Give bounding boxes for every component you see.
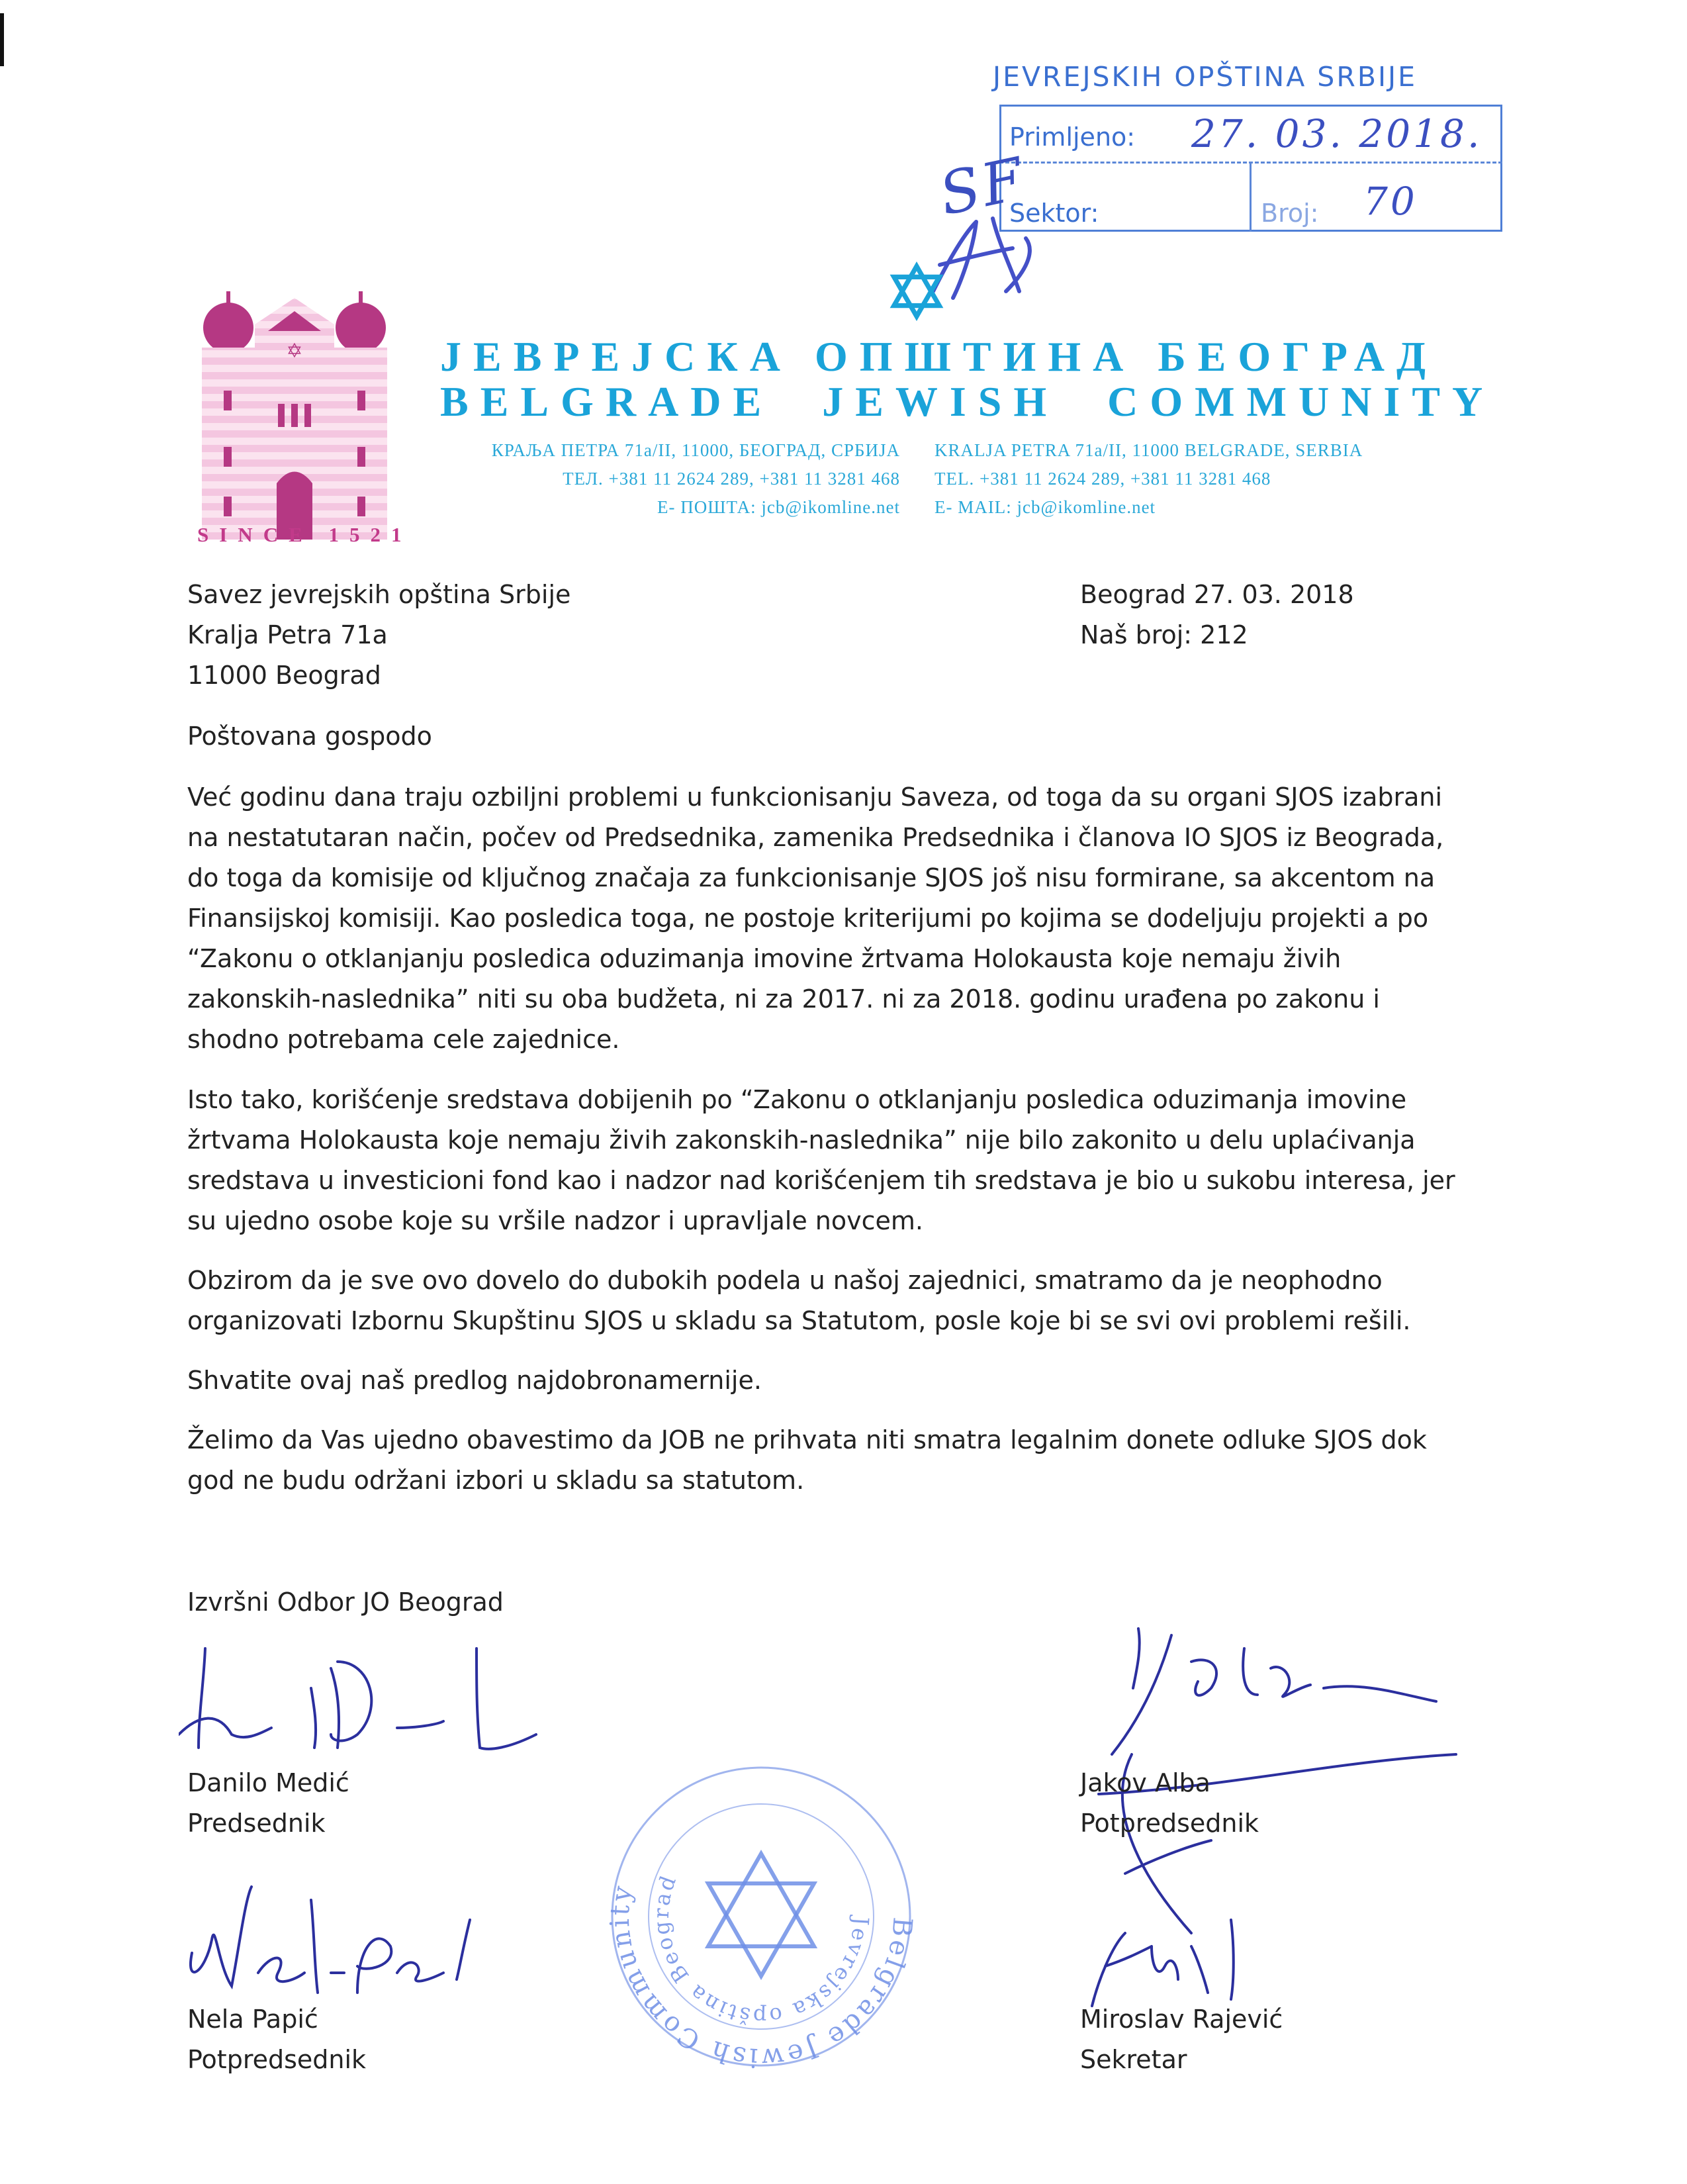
letter-date: Beograd 27. 03. 2018 (1080, 580, 1354, 609)
recipient-line-3: 11000 Beograd (187, 661, 381, 690)
paragraph-1 (187, 777, 1451, 1060)
paragraph-5 (187, 1420, 1451, 1501)
paragraph-line: Želimo da Vas ujedno obavestimo da JOB ne prihvata niti smatra legalnim donete odluke SJOS dok (187, 1425, 1427, 1454)
since-label: SINCE 1521 (197, 523, 412, 546)
signatory-1-name: Danilo Medić (187, 1768, 349, 1797)
signatory-4-name: Miroslav Rajević (1080, 2005, 1283, 2034)
paragraph-line: na nestatutaran način, počev od Predsednika, zamenika Predsednika i članova IO SJOS iz Beograda, (187, 823, 1444, 852)
svg-text:✡: ✡ (286, 340, 303, 363)
reference-number: Naš broj: 212 (1080, 620, 1248, 649)
stamp-received-date: 27. 03. 2018. (1191, 111, 1482, 156)
recipient-block (187, 575, 570, 696)
paragraph-line: sredstava u investicioni fond kao i nadzor nad korišćenjem tih sredstava je bio u sukobu interesa, jer (187, 1166, 1455, 1195)
signatory-1-role: Predsednik (187, 1809, 326, 1838)
salutation: Poštovana gospodo (187, 722, 432, 751)
date-ref-block (1080, 575, 1354, 655)
signature-miroslav-rajevic (1079, 1907, 1264, 2013)
paragraph-line: shodno potrebama cele zajednice. (187, 1025, 620, 1054)
paragraph-line: su ujedno osobe koje su vršile nadzor i upravljale novcem. (187, 1206, 923, 1235)
signatory-2-role: Potpredsednik (1080, 1809, 1259, 1838)
recipient-line-1: Savez jevrejskih opština Srbije (187, 580, 571, 609)
closing-line: Izvršni Odbor JO Beograd (187, 1588, 504, 1617)
signatory-4-role: Sekretar (1080, 2045, 1187, 2074)
letterhead-title-cyrillic: ЈЕВРЕЈСКА ОПШТИНА БЕОГРАД (440, 333, 1437, 380)
stamp-initials: SF (933, 144, 1032, 229)
community-seal (599, 1754, 923, 2079)
signature-nela-papic (179, 1874, 483, 1999)
stamp-organization: JEVREJSKIH OPŠTINA SRBIJE (993, 61, 1418, 93)
letterhead-title-latin: BELGRADE JEWISH COMMUNITY (440, 378, 1495, 425)
paragraph-4 (187, 1360, 1451, 1401)
signatory-3-role: Potpredsednik (187, 2045, 367, 2074)
stamp-number-label: Broj: (1261, 199, 1319, 228)
email-latin: E- MAIL: jcb@ikomline.net (935, 497, 1156, 517)
email-cyrillic: Е- ПОШТА: jcb@ikomline.net (657, 497, 900, 517)
phone-cyrillic: ТЕЛ. +381 11 2624 289, +381 11 3281 468 (563, 469, 900, 489)
address-latin: KRALJA PETRA 71a/II, 11000 BELGRADE, SERBIA (935, 440, 1363, 460)
paragraph-line: Već godinu dana traju ozbiljni problemi u funkcionisanju Saveza, od toga da su organi SJOS izabrani (187, 783, 1443, 812)
paragraph-line: Obzirom da je sve ovo dovelo do dubokih podela u našoj zajednici, smatramo da je neophodno (187, 1266, 1383, 1295)
phone-latin: TEL. +381 11 2624 289, +381 11 3281 468 (935, 469, 1271, 489)
paragraph-2 (187, 1080, 1455, 1241)
synagogue-logo (199, 285, 390, 549)
recipient-line-2: Kralja Petra 71a (187, 620, 388, 649)
signatory-2-name: Jakov Alba (1080, 1768, 1210, 1797)
seal-inner-text: Jevrejska opština Beograd (648, 1870, 874, 2030)
seal-outer-text: Belgrade Jewish Community (604, 1881, 918, 2073)
paragraph-line: Finansijskoj komisiji. Kao posledica toga, ne postoje kriterijumi po kojima se dodeljuju projekti a po (187, 904, 1429, 933)
paragraph-line: žrtvama Holokausta koje nemaju živih zakonskih-naslednika” nije bilo zakonito u delu uplaćivanja (187, 1125, 1416, 1155)
paragraph-line: Shvatite ovaj naš predlog najdobronamernije. (187, 1366, 762, 1395)
address-cyrillic: КРАЉА ПЕТРА 71а/II, 11000, БЕОГРАД, СРБИЈА (491, 440, 900, 460)
paragraph-line: organizovati Izbornu Skupštinu SJOS u skladu sa Statutom, posle koje bi se svi ovi problemi rešili. (187, 1306, 1411, 1335)
paragraph-3 (187, 1260, 1451, 1341)
paragraph-line: god ne budu održani izbori u skladu sa statutom. (187, 1466, 805, 1495)
paragraph-line: Isto tako, korišćenje sredstava dobijenih po “Zakonu o otklanjanju posledica oduzimanja imovine (187, 1085, 1407, 1114)
svg-text:Jevrejska opština Beograd (649, 1871, 874, 2029)
paragraph-line: “Zakonu o otklanjanju posledica oduzimanja imovine žrtvama Holokausta koje nemaju živih (187, 944, 1342, 973)
signatory-3-name: Nela Papić (187, 2005, 318, 2034)
paragraph-line: zakonskih-naslednika” niti su oba budžeta, ni za 2017. ni za 2018. godinu urađena po zakonu i (187, 984, 1380, 1014)
scan-edge-mark (0, 13, 4, 66)
stamp-divider-vertical (1250, 162, 1252, 232)
paragraph-line: do toga da komisije od ključnog značaja za funkcionisanje SJOS još nisu formirane, sa akcentom na (187, 863, 1436, 892)
stamp-number-value: 70 (1363, 179, 1418, 224)
stamp-received-label: Primljeno: (1009, 122, 1136, 152)
signature-danilo-medic (179, 1635, 549, 1754)
star-of-david-icon (887, 261, 946, 321)
stamp-sector-label: Sektor: (1009, 199, 1099, 228)
